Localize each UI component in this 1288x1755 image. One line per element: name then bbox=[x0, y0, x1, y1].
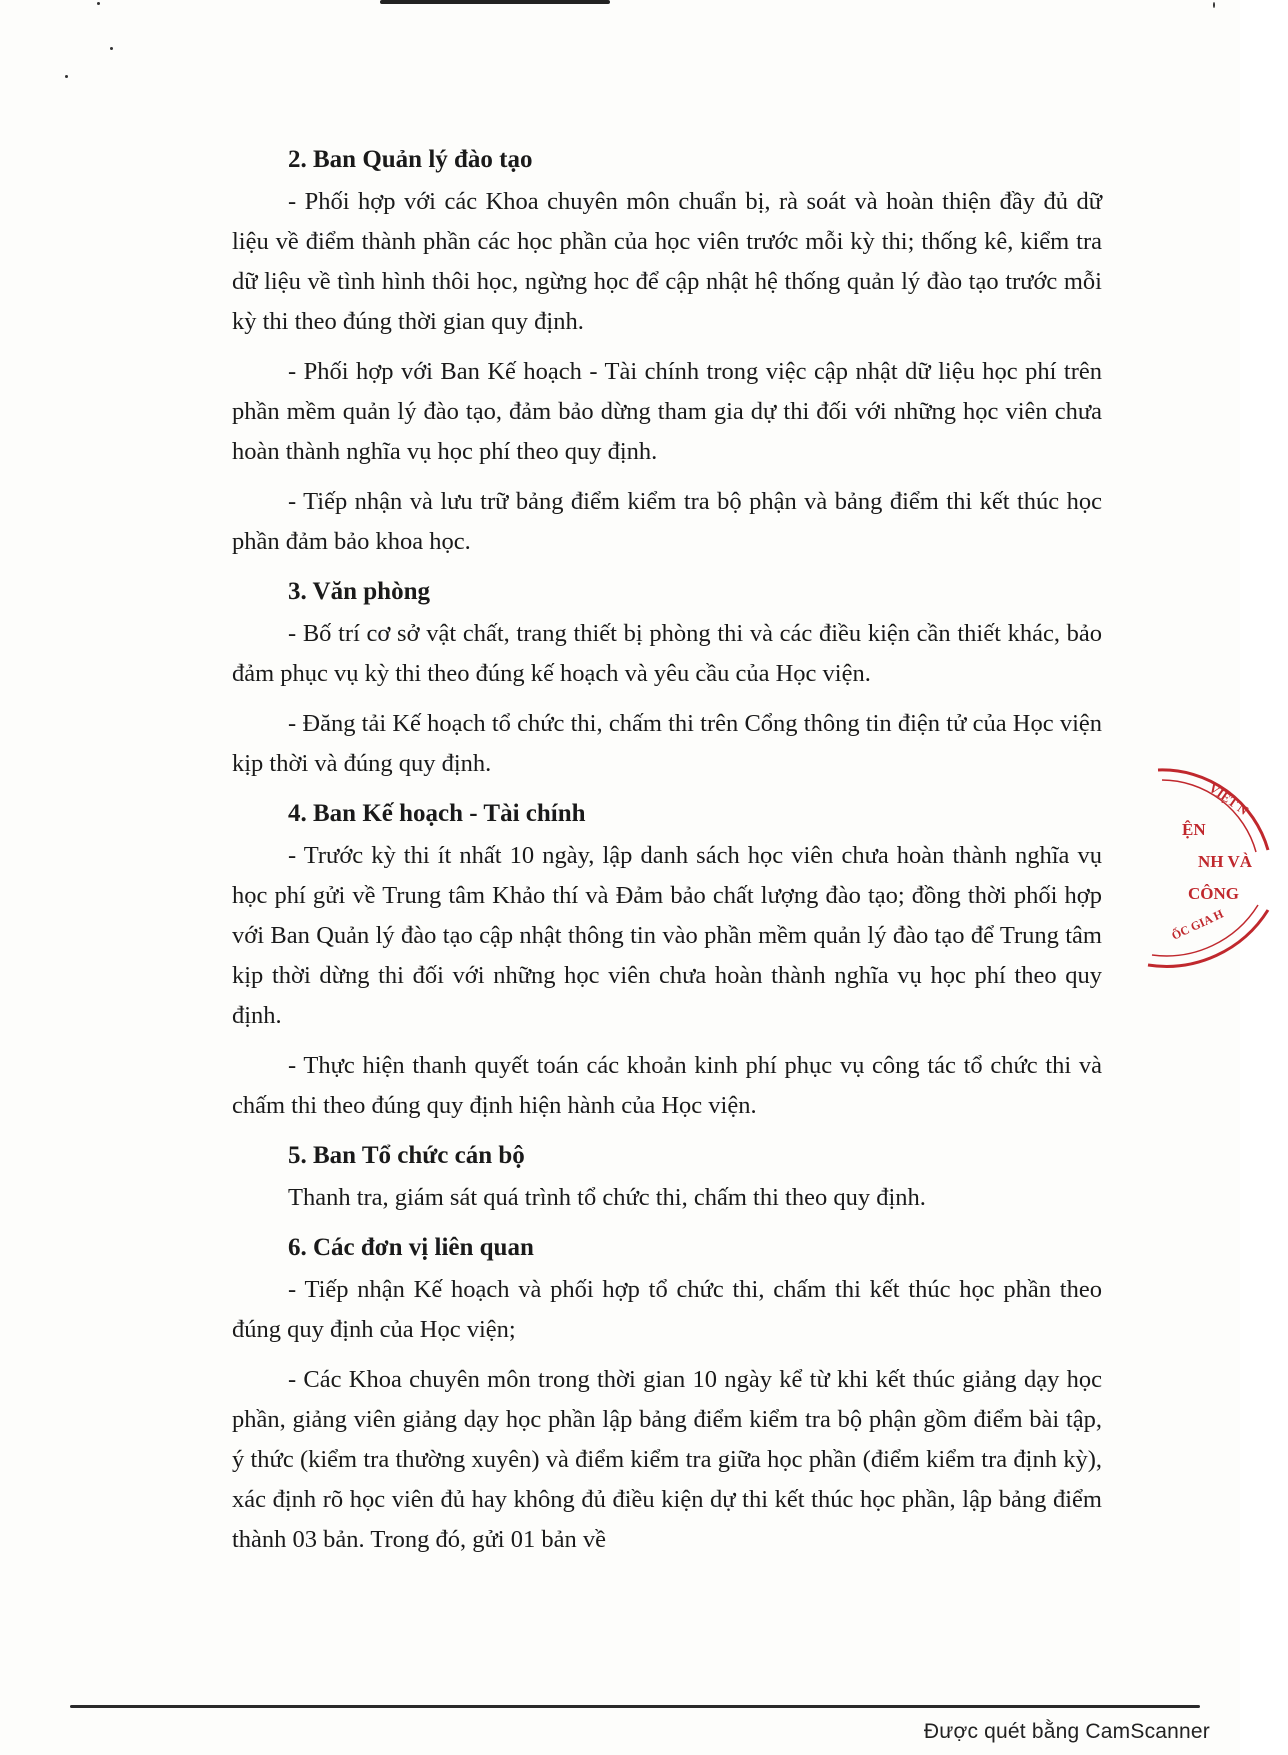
seal-text: ỆN bbox=[1182, 820, 1206, 839]
section-heading: 6. Các đơn vị liên quan bbox=[288, 1234, 534, 1261]
section-heading: 2. Ban Quản lý đào tạo bbox=[288, 146, 533, 173]
paragraph: - Các Khoa chuyên môn trong thời gian 10 ngày kể từ khi kết thúc giảng dạy học phần, giảng viên giảng dạy học phần lập bảng điểm kiểm tra bộ phận gồm điểm bài tập, ý thức (kiểm tra thường xuyên) và điểm kiểm tra giữa học phần (điểm kiểm tra định kỳ), xác định rõ học viên đủ hay không đủ điều kiện dự thi kết thúc học phần, lập bảng điểm thành 03 bản. Trong đó, gửi 01 bản về bbox=[232, 1366, 1102, 1553]
seal-icon bbox=[1148, 760, 1288, 990]
paragraph: - Bố trí cơ sở vật chất, trang thiết bị phòng thi và các điều kiện cần thiết khác, bảo đảm phục vụ kỳ thi theo đúng kế hoạch và yêu cầu của Học viện. bbox=[232, 620, 1102, 687]
section-van-phong bbox=[232, 572, 1102, 784]
section-cac-don-vi-lien-quan bbox=[232, 1228, 1102, 1560]
section-heading: 4. Ban Kế hoạch - Tài chính bbox=[288, 800, 586, 827]
paragraph: - Phối hợp với các Khoa chuyên môn chuẩn bị, rà soát và hoàn thiện đầy đủ dữ liệu về điểm thành phần các học phần của học viên trước mỗi kỳ thi; thống kê, kiểm tra dữ liệu về tình hình thôi học, ngừng học để cập nhật hệ thống quản lý đào tạo trước mỗi kỳ thi theo đúng thời gian quy định. bbox=[232, 188, 1102, 335]
seal-text: NH VÀ bbox=[1198, 852, 1252, 871]
paragraph: - Tiếp nhận và lưu trữ bảng điểm kiểm tra bộ phận và bảng điểm thi kết thúc học phần đảm bảo khoa học. bbox=[232, 488, 1102, 555]
document-body bbox=[232, 140, 1102, 1570]
seal-text: VIỆT N bbox=[1206, 780, 1252, 818]
section-ban-ke-hoach-tai-chinh bbox=[232, 794, 1102, 1126]
section-ban-quan-ly-dao-tao bbox=[232, 140, 1102, 562]
seal-text: ỐC GIA H bbox=[1169, 906, 1226, 943]
paragraph: - Tiếp nhận Kế hoạch và phối hợp tổ chức thi, chấm thi kết thúc học phần theo đúng quy định của Học viện; bbox=[232, 1276, 1102, 1343]
scan-edge-top bbox=[380, 0, 610, 4]
paragraph: - Trước kỳ thi ít nhất 10 ngày, lập danh sách học viên chưa hoàn thành nghĩa vụ học phí gửi về Trung tâm Khảo thí và Đảm bảo chất lượng đào tạo; đồng thời phối hợp với Ban Quản lý đào tạo cập nhật thông tin vào phần mềm quản lý đào tạo để Trung tâm kịp thời dừng thi đối với những học viên chưa hoàn thành nghĩa vụ học phí theo quy định. bbox=[232, 842, 1102, 1029]
section-heading: 5. Ban Tổ chức cán bộ bbox=[288, 1142, 525, 1169]
official-seal-stamp bbox=[1148, 760, 1288, 990]
scan-speck bbox=[97, 2, 100, 5]
section-heading: 3. Văn phòng bbox=[288, 578, 430, 605]
paragraph: - Thực hiện thanh quyết toán các khoản kinh phí phục vụ công tác tổ chức thi và chấm thi theo đúng quy định hiện hành của Học viện. bbox=[232, 1052, 1102, 1119]
seal-text: CÔNG bbox=[1188, 884, 1239, 903]
scan-speck bbox=[1213, 2, 1215, 8]
paragraph: - Đăng tải Kế hoạch tổ chức thi, chấm thi trên Cổng thông tin điện tử của Học viện kịp thời và đúng quy định. bbox=[232, 710, 1102, 777]
paragraph: - Phối hợp với Ban Kế hoạch - Tài chính trong việc cập nhật dữ liệu học phí trên phần mềm quản lý đào tạo, đảm bảo dừng tham gia dự thi đối với những học viên chưa hoàn thành nghĩa vụ học phí theo quy định. bbox=[232, 358, 1102, 465]
camscanner-watermark: Được quét bằng CamScanner bbox=[923, 1720, 1210, 1743]
scan-edge-bottom bbox=[70, 1705, 1200, 1708]
paragraph: Thanh tra, giám sát quá trình tổ chức thi, chấm thi theo quy định. bbox=[288, 1184, 926, 1211]
section-ban-to-chuc-can-bo bbox=[232, 1136, 1102, 1218]
scan-speck bbox=[65, 75, 68, 78]
scan-speck bbox=[110, 47, 113, 50]
